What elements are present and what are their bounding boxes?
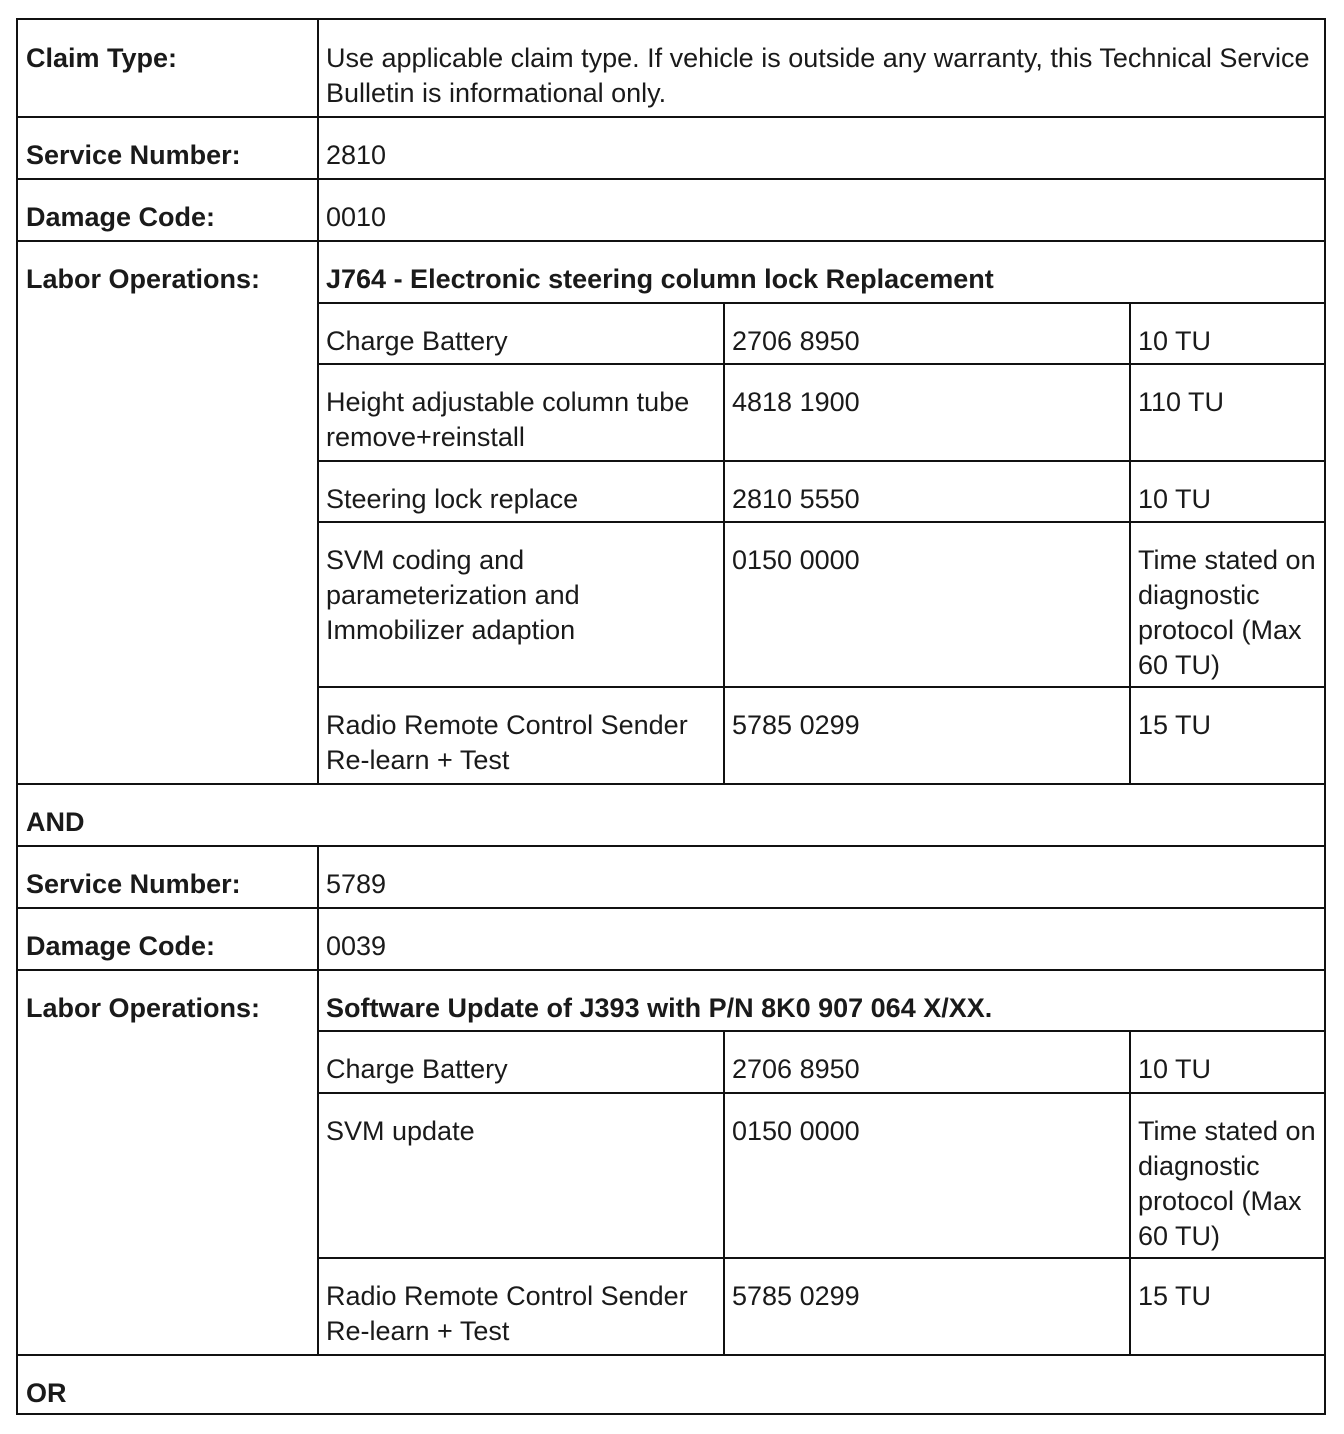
operation-code: 2810 5550 [732, 484, 860, 514]
column-divider [1129, 303, 1131, 784]
row-divider [318, 460, 1324, 462]
row-divider [318, 363, 1324, 365]
column-divider [317, 846, 319, 1355]
or-separator: OR [26, 1378, 67, 1408]
operation-code: 0150 0000 [732, 545, 860, 575]
row-divider [318, 1257, 1324, 1259]
row-divider [318, 1030, 1324, 1032]
operation-time: 15 TU [1138, 1281, 1212, 1311]
operation-code: 5785 0299 [732, 1281, 860, 1311]
and-separator: AND [26, 807, 85, 837]
operation-description: Steering lock replace [326, 484, 579, 514]
warranty-claim-table [16, 18, 1326, 1415]
row-divider [18, 969, 1324, 971]
claim-type-label: Claim Type: [26, 43, 178, 73]
operation-code: 4818 1900 [732, 387, 860, 417]
row-divider [18, 240, 1324, 242]
row-divider [18, 116, 1324, 118]
operation-time: 10 TU [1138, 326, 1212, 356]
row-divider [318, 1092, 1324, 1094]
damage-code-label: Damage Code: [26, 931, 216, 961]
operation-code: 0150 0000 [732, 1116, 860, 1146]
column-divider [723, 1031, 725, 1355]
row-divider [18, 178, 1324, 180]
column-divider [1129, 1031, 1131, 1355]
row-divider [18, 845, 1324, 847]
labor-operations-title: Software Update of J393 with P/N 8K0 907 064 X/XX. [326, 993, 993, 1023]
operation-time: 15 TU [1138, 710, 1212, 740]
labor-operations-label: Labor Operations: [26, 993, 261, 1023]
operation-description: Charge Battery [326, 326, 508, 356]
service-number-label: Service Number: [26, 869, 241, 899]
damage-code-value: 0039 [326, 931, 387, 961]
operation-time: 10 TU [1138, 484, 1212, 514]
row-divider [318, 521, 1324, 523]
row-divider [318, 686, 1324, 688]
operation-description: SVM update [326, 1116, 475, 1146]
labor-operations-label: Labor Operations: [26, 264, 261, 294]
labor-operations-title: J764 - Electronic steering column lock Replacement [326, 264, 994, 294]
row-divider [318, 302, 1324, 304]
operation-description: Radio Remote Control Sender Re-learn + Test [326, 1281, 688, 1346]
operation-code: 2706 8950 [732, 326, 860, 356]
column-divider [317, 20, 319, 784]
operation-time: 10 TU [1138, 1054, 1212, 1084]
operation-description: Charge Battery [326, 1054, 508, 1084]
damage-code-value: 0010 [326, 202, 387, 232]
operation-time: Time stated on diagnostic protocol (Max 60 TU) [1138, 1116, 1316, 1251]
operation-description: SVM coding and parameterization and Immobilizer adaption [326, 545, 580, 645]
operation-description: Radio Remote Control Sender Re-learn + Test [326, 710, 688, 775]
row-divider [18, 907, 1324, 909]
service-number-value: 5789 [326, 869, 387, 899]
service-number-value: 2810 [326, 140, 387, 170]
operation-description: Height adjustable column tube remove+reinstall [326, 387, 690, 452]
operation-code: 5785 0299 [732, 710, 860, 740]
claim-type-value: Use applicable claim type. If vehicle is outside any warranty, this Technical Service Bulletin is informational only. [326, 43, 1310, 108]
operation-time: 110 TU [1138, 387, 1225, 417]
service-number-label: Service Number: [26, 140, 241, 170]
column-divider [723, 303, 725, 784]
operation-time: Time stated on diagnostic protocol (Max 60 TU) [1138, 545, 1316, 680]
operation-code: 2706 8950 [732, 1054, 860, 1084]
damage-code-label: Damage Code: [26, 202, 216, 232]
